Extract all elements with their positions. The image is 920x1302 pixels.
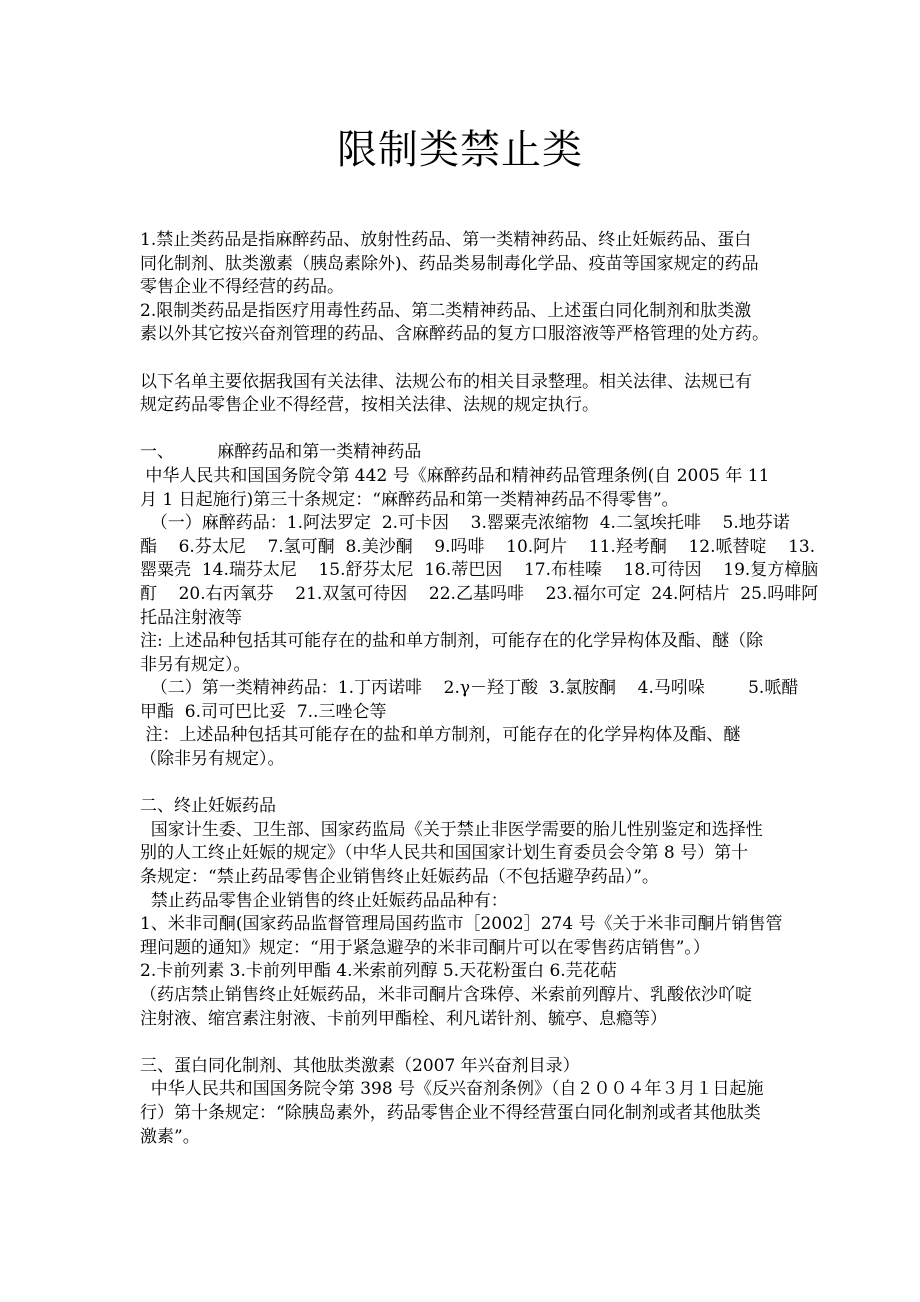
document-title: 限制类禁止类 (337, 127, 583, 173)
note-line: （药店禁止销售终止妊娠药品，米非司酮片含珠停、米索前列醇片、乳酸依沙吖啶 (140, 985, 752, 1005)
note-line: 注射液、缩宫素注射液、卡前列甲酯栓、利凡诺针剂、毓亭、息瘾等） (140, 1008, 667, 1029)
section-narcotics (140, 441, 819, 771)
section-abortion-drugs (140, 795, 784, 1031)
text-line: 月 1 日起施行)第三十条规定：“麻醉药品和第一类精神药品不得零售”。 (140, 489, 679, 510)
text-line: 激素”。 (140, 1126, 200, 1147)
text-line: （二）第一类精神药品：1.丁丙诺啡 2.γ－羟丁酸 3.氯胺酮 4.马吲哚 5.哌醋 (140, 678, 799, 699)
blank-line (140, 772, 784, 796)
text-line: 以下名单主要依据我国有关法律、法规公布的相关目录整理。相关法律、法规已有 (140, 371, 752, 392)
note-line: 非另有规定）。 (140, 654, 251, 675)
note-line: 注: 上述品种包括其可能存在的盐和单方制剂，可能存在的化学异构体及酯、醚（除 (140, 631, 764, 652)
text-line: 零售企业不得经营的药品。 (140, 277, 344, 298)
text-line: 中华人民共和国国务院令第 398 号《反兴奋剂条例》（自２００４年３月１日起施 (140, 1079, 764, 1100)
text-line: 甲酯 6.司可巴比妥 7..三唑仑等 (140, 701, 387, 722)
section-heading: 三、蛋白同化制剂、其他肽类激素（2007 年兴奋剂目录） (140, 1055, 580, 1076)
text-line: （一）麻醉药品：1.阿法罗定 2.可卡因 3.罂粟壳浓缩物 4.二氢埃托啡 5.地芬诺 (140, 513, 790, 534)
text-line: 1、米非司酮(国家药品监督管理局国药监市［2002］274 号《关于米非司酮片销售管 (140, 914, 783, 935)
blank-line (140, 418, 784, 442)
text-line: 别的人工终止妊娠的规定》（中华人民共和国国家计划生育委员会令第 8 号）第十 (140, 843, 749, 864)
text-line: 酊 20.右丙氧芬 21.双氢可待因 22.乙基吗啡 23.福尔可定 24.阿桔片 25.吗啡阿 (140, 583, 819, 604)
text-line: 中华人民共和国国务院令第 442 号《麻醉药品和精神药品管理条例(自 2005 年 11 (140, 465, 770, 486)
blank-line (140, 1031, 784, 1055)
text-line: 托品注射液等 (140, 607, 242, 628)
text-line: 国家计生委、卫生部、国家药监局《关于禁止非医学需要的胎儿性别鉴定和选择性 (140, 819, 763, 840)
section-anabolic-agents (140, 1055, 784, 1149)
definition-prohibited (140, 229, 784, 300)
note-line: （除非另有规定）。 (140, 749, 285, 770)
note-line: 注：上述品种包括其可能存在的盐和单方制剂，可能存在的化学异构体及酯、醚 (140, 725, 741, 746)
basis-paragraph (140, 371, 784, 418)
section-heading: 一、 麻醉药品和第一类精神药品 (140, 442, 422, 463)
text-line: 规定药品零售企业不得经营，按相关法律、法规的规定执行。 (140, 395, 599, 416)
text-line: 理问题的通知》规定：“用于紧急避孕的米非司酮片可以在零售药店销售”。） (140, 937, 710, 958)
blank-line (140, 347, 784, 371)
text-line: 酯 6.芬太尼 7.氢可酮 8.美沙酮 9.吗啡 10.阿片 11.羟考酮 12.哌替啶 13. (140, 536, 816, 557)
section-heading: 二、终止妊娠药品 (140, 796, 276, 817)
text-line: 素以外其它按兴奋剂管理的药品、含麻醉药品的复方口服溶液等严格管理的处方药。 (140, 324, 769, 345)
text-line: 罂粟壳 14.瑞芬太尼 15.舒芬太尼 16.蒂巴因 17.布桂嗪 18.可待因 19.复方樟脑 (140, 560, 819, 581)
definition-restricted (140, 300, 784, 347)
text-line: 行）第十条规定：“除胰岛素外，药品零售企业不得经营蛋白同化制剂或者其他肽类 (140, 1102, 761, 1123)
text-line: 同化制剂、肽类激素（胰岛素除外)、药品类易制毒化学品、疫苗等国家规定的药品 (140, 253, 759, 274)
text-line: 2.卡前列素 3.卡前列甲酯 4.米索前列醇 5.天花粉蛋白 6.芫花萜 (140, 961, 617, 982)
text-line: 条规定：“禁止药品零售企业销售终止妊娠药品（不包括避孕药品）”。 (140, 867, 659, 888)
text-line: 2.限制类药品是指医疗用毒性药品、第二类精神药品、上述蛋白同化制剂和肽类激 (140, 300, 752, 321)
text-line: 禁止药品零售企业销售的终止妊娠药品品种有： (140, 890, 508, 911)
text-line: 1.禁止类药品是指麻醉药品、放射性药品、第一类精神药品、终止妊娠药品、蛋白 (140, 230, 752, 250)
document-body (140, 229, 819, 1149)
